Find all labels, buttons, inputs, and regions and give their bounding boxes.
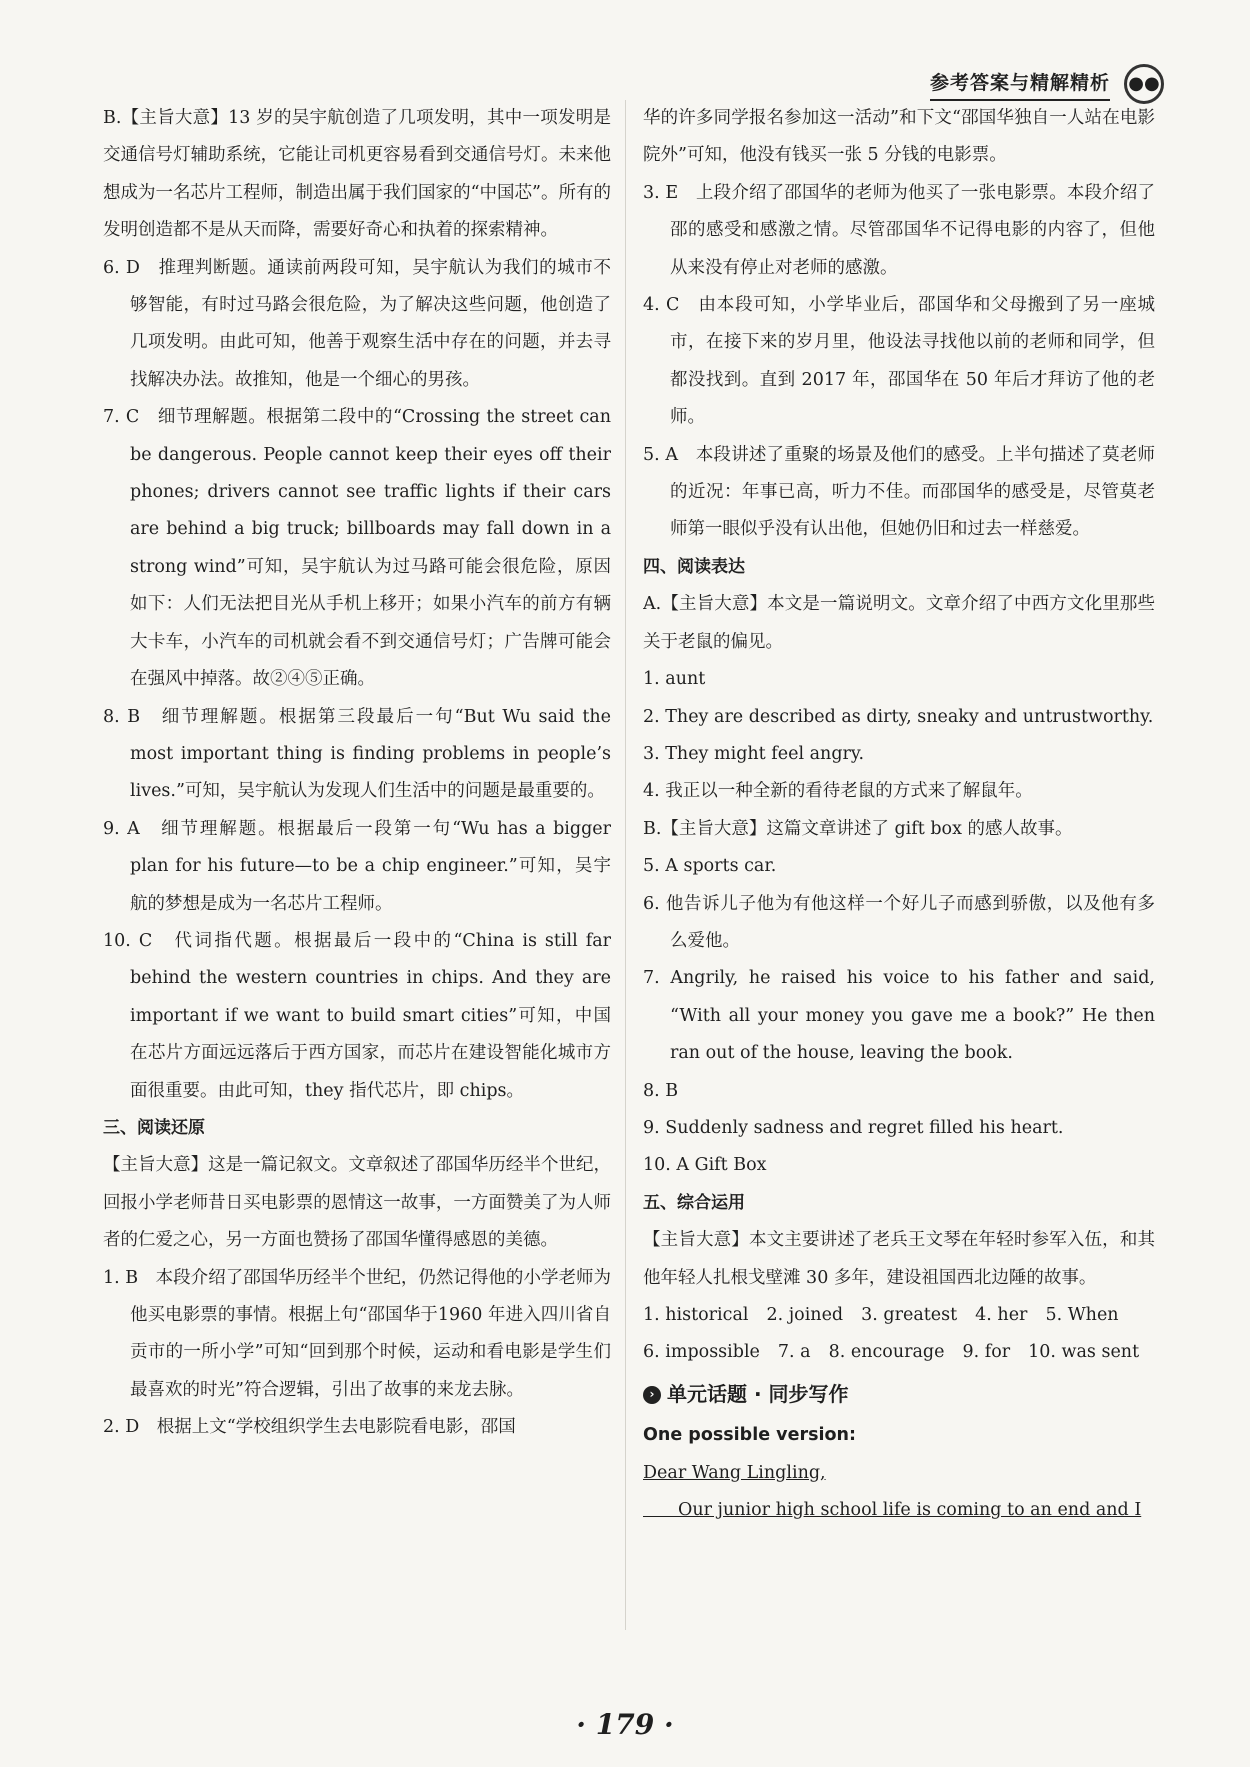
answer-item: 4. C 由本段可知，小学毕业后，邵国华和父母搬到了另一座城市，在接下来的岁月里，他设法寻找他以前的老师和同学，但都没找到。直到 2017 年，邵国华在 50 年后才拜访了他的老师。 <box>643 295 1155 428</box>
answer-item: 1. B 本段介绍了邵国华历经半个世纪，仍然记得他的小学老师为他买电影票的事情。根据上句“邵国华于1960 年进入四川省自贡市的一所小学”可知“回到那个时候，运动和看电影是学生们最喜欢的时光”符合逻辑，引出了故事的来龙去脉。 <box>103 1267 611 1400</box>
blank-answer: 5. When <box>1045 1305 1119 1325</box>
section-heading: 四、阅读表达 <box>643 556 745 577</box>
paragraph: 【主旨大意】本文主要讲述了老兵王文琴在年轻时参军入伍，和其他年轻人扎根戈壁滩 30 多年，建设祖国西北边陲的故事。 <box>643 1230 1155 1288</box>
answer-item: 4. 我正以一种全新的看待老鼠的方式来了解鼠年。 <box>643 781 1033 802</box>
answer-item: 8. B <box>643 1080 679 1101</box>
topic-heading-text: 单元话题 · 同步写作 <box>667 1381 849 1406</box>
page-number: · 179 · <box>576 1708 674 1741</box>
blank-answers <box>643 1297 1155 1372</box>
paragraph: One possible version: <box>643 1425 856 1446</box>
section-heading: 三、阅读还原 <box>103 1117 205 1138</box>
arrow-circle-icon: › <box>643 1386 661 1404</box>
answer-item: 5. A 本段讲述了重聚的场景及他们的感受。上半句描述了莫老师的近况：年事已高，听力不佳。而邵国华的感受是，尽管莫老师第一眼似乎没有认出他，但她仍旧和过去一样慈爱。 <box>643 444 1155 540</box>
paragraph: B.【主旨大意】13 岁的吴宇航创造了几项发明，其中一项发明是交通信号灯辅助系统，它能让司机更容易看到交通信号灯。未来他想成为一名芯片工程师，制造出属于我们国家的“中国芯”。所有的发明创造都不是从天而降，需要好奇心和执着的探索精神。 <box>103 108 611 241</box>
answer-item: 9. Suddenly sadness and regret filled his heart. <box>643 1117 1064 1138</box>
answer-item: 5. A sports car. <box>643 856 777 877</box>
answer-item: 3. They might feel angry. <box>643 743 865 764</box>
blank-answer: 10. was sent <box>1028 1342 1140 1363</box>
blank-answer: 3. greatest <box>861 1305 958 1325</box>
paragraph: Dear Wang Lingling, <box>643 1462 826 1483</box>
answer-item: 3. E 上段介绍了邵国华的老师为他买了一张电影票。本段介绍了邵的感受和感激之情。尽管邵国华不记得电影的内容了，但他从来没有停止对老师的感激。 <box>643 182 1155 278</box>
paragraph: 【主旨大意】这是一篇记叙文。文章叙述了邵国华历经半个世纪，回报小学老师昔日买电影票的恩情这一故事，一方面赞美了为人师者的仁爱之心，另一方面也赞扬了邵国华懂得感恩的美德。 <box>103 1155 611 1251</box>
answer-item: 6. 他告诉儿子他为有他这样一个好儿子而感到骄傲，以及他有多么爱他。 <box>643 893 1155 951</box>
left-column <box>103 100 611 1660</box>
blank-answer: 9. for <box>962 1342 1011 1363</box>
answer-item: 2. D 根据上文“学校组织学生去电影院看电影，邵国 <box>103 1417 516 1438</box>
answer-item: 7. Angrily, he raised his voice to his father and said, “With all your money you gave me a book?” He then ran out of the house, leaving the book. <box>643 968 1155 1064</box>
paragraph: A.【主旨大意】本文是一篇说明文。文章介绍了中西方文化里那些关于老鼠的偏见。 <box>643 594 1155 652</box>
paragraph: Our junior high school life is coming to an end and I <box>643 1500 1142 1521</box>
paragraph: B.【主旨大意】这篇文章讲述了 gift box 的感人故事。 <box>643 818 1073 839</box>
answer-item: 6. D 推理判断题。通读前两段可知，吴宇航认为我们的城市不够智能，有时过马路会很危险，为了解决这些问题，他创造了几项发明。由此可知，他善于观察生活中存在的问题，并去寻找解决办法。故推知，他是一个细心的男孩。 <box>103 257 611 390</box>
answer-item: 7. C 细节理解题。根据第二段中的“Crossing the street can be dangerous. People cannot keep their eyes off their phones; drivers cannot see traffic lights if their cars are behind a big truck; billboards may fall down in a strong wind”可知，吴宇航认为过马路可能会很危险，原因如下：人们无法把目光从手机上移开；如果小汽车的前方有辆大卡车，小汽车的司机就会看不到交通信号灯；广告牌可能会在强风中掉落。故②④⑤正确。 <box>103 407 611 690</box>
answer-item: 2. They are described as dirty, sneaky and untrustworthy. <box>643 706 1154 727</box>
answer-item: 1. aunt <box>643 669 706 690</box>
blank-answer: 1. historical <box>643 1305 749 1325</box>
answer-item: 8. B 细节理解题。根据第三段最后一句“But Wu said the most important thing is finding problems in people’s lives.”可知，吴宇航认为发现人们生活中的问题是最重要的。 <box>103 706 611 802</box>
blank-answer: 7. a <box>777 1342 811 1363</box>
answer-item: 9. A 细节理解题。根据最后一段第一句“Wu has a bigger plan for his future—to be a chip engineer.”可知，吴宇航的梦想是成为一名芯片工程师。 <box>103 818 611 914</box>
topic-heading <box>643 1376 1155 1413</box>
paragraph: 华的许多同学报名参加这一活动”和下文“邵国华独自一人站在电影院外”可知，他没有钱买一张 5 分钱的电影票。 <box>643 108 1155 166</box>
column-divider <box>625 100 626 1630</box>
section-heading: 五、综合运用 <box>643 1192 745 1213</box>
book-logo-icon: ●● <box>1124 64 1164 104</box>
right-column <box>643 100 1155 1660</box>
answer-item: 10. A Gift Box <box>643 1155 767 1176</box>
header-title: 参考答案与精解精析 <box>930 68 1110 101</box>
answer-item: 10. C 代词指代题。根据最后一段中的“China is still far behind the western countries in chips. And they are important if we want to build smart cities”可知，中国在芯片方面远远落后于西方国家，而芯片在建设智能化城市方面很重要。由此可知，they 指代芯片，即 chips。 <box>103 930 611 1101</box>
blank-answer: 8. encourage <box>828 1342 945 1363</box>
blank-answer: 2. joined <box>766 1305 844 1325</box>
blank-answer: 6. impossible <box>643 1342 760 1363</box>
blank-answer: 4. her <box>975 1305 1028 1325</box>
